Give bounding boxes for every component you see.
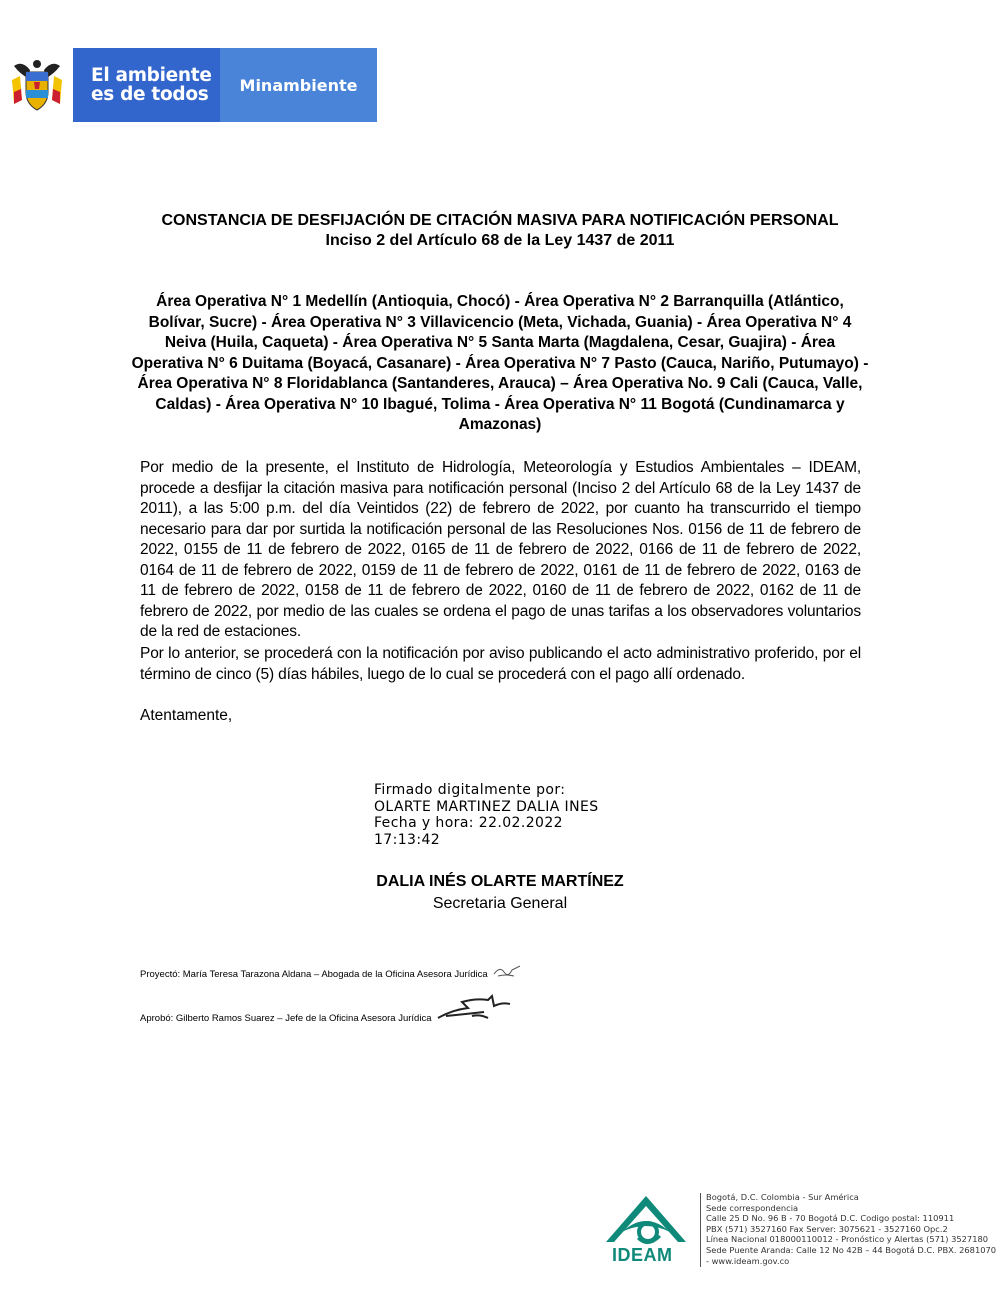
digital-signature-line-4: 17:13:42 bbox=[374, 831, 441, 848]
closing-salutation: Atentamente, bbox=[140, 707, 233, 724]
signer-role: Secretaria General bbox=[432, 895, 568, 912]
title-line-2: Inciso 2 del Artículo 68 de la Ley 1437 de 2011 bbox=[325, 232, 675, 249]
handwritten-signature-icon bbox=[432, 992, 514, 1024]
slogan-line-1: El ambiente bbox=[91, 65, 212, 86]
digital-signature-stamp bbox=[374, 782, 598, 848]
slogan-block bbox=[73, 48, 220, 122]
colombia-coat-of-arms-icon bbox=[0, 48, 73, 122]
ideam-logo-text: IDEAM bbox=[612, 1245, 673, 1265]
header-banner bbox=[0, 48, 377, 122]
digital-signature-line-1: Firmado digitalmente por: bbox=[374, 782, 566, 798]
approved-by: Aprobó: Gilberto Ramos Suarez – Jefe de la Oficina Asesora Jurídica bbox=[140, 1013, 432, 1024]
handwritten-initials-icon bbox=[492, 962, 522, 980]
document-title bbox=[100, 211, 900, 251]
footer-line: PBX (571) 3527160 Fax Server: 3075621 - 3527160 Opc.2 bbox=[706, 1223, 948, 1234]
footer-divider bbox=[700, 1193, 701, 1267]
footer-line: Sede Puente Aranda: Calle 12 No 42B – 44 Bogotá D.C. PBX. 2681070 bbox=[706, 1244, 997, 1255]
footer-line: Calle 25 D No. 96 B - 70 Bogotá D.C. Codigo postal: 110911 bbox=[706, 1213, 955, 1224]
slogan-line-2: es de todos bbox=[91, 84, 209, 105]
operative-areas: Área Operativa N° 1 Medellín (Antioquia, Chocó) - Área Operativa N° 2 Barranquilla (Atlántico, Bolívar, Sucre) - Área Operativa N° 3 Villavicencio (Meta, Vichada, Guania) - Área Operativa N° 4 Neiva (Huila, Caqueta) - Área Operativa N° 5 Santa Marta (Magdalena, Cesar, Guajira) - Área Operativa N° 6 Duitama (Boyacá, Casanare) - Área Operativa N° 7 Pasto (Cauca, Nariño, Putumayo) - Área Operativa N° 8 Floridablanca (Santanderes, Arauca) – Área Operativa No. 9 Cali (Cauca, Valle, Caldas) - Área Operativa N° 10 Ibagué, Tolima - Área Operativa N° 11 Bogotá (Cundinamarca y Amazonas) bbox=[131, 293, 869, 433]
footer-website-link[interactable]: - www.ideam.gov.co bbox=[706, 1255, 790, 1266]
footer-line: Bogotá, D.C. Colombia - Sur América bbox=[706, 1192, 859, 1202]
body-paragraph-2: Por lo anterior, se procederá con la notificación por aviso publicando el acto administrativo proferido, por el término de cinco (5) días hábiles, luego de lo cual se procederá con el pago allí ordenado. bbox=[140, 645, 861, 683]
footer-contact bbox=[706, 1192, 996, 1266]
body-paragraph-1: Por medio de la presente, el Instituto de Hidrología, Meteorología y Estudios Ambientales – IDEAM, procede a desfijar la citación masiva para notificación personal (Inciso 2 del Artículo 68 de la Ley 1437 de 2011), a las 5:00 p.m. del día Veintidos (22) de febrero de 2022, por cuanto ha transcurrido el tiempo necesario para dar por surtida la notificación personal de las Resoluciones Nos. 0156 de 11 de febrero de 2022, 0155 de 11 de febrero de 2022, 0165 de 11 de febrero de 2022, 0166 de 11 de febrero de 2022, 0164 de 11 de febrero de 2022, 0159 de 11 de febrero de 2022, 0161 de 11 de febrero de 2022, 0163 de 11 de febrero de 2022, 0158 de 11 de febrero de 2022, 0160 de 11 de febrero de 2022, 0162 de 11 de febrero de 2022, por medio de las cuales se ordena el pago de unas tarifas a los observadores voluntarios de la red de estaciones. bbox=[140, 459, 861, 640]
minambiente-brand: Minambiente bbox=[220, 48, 377, 122]
projected-by: Proyectó: María Teresa Tarazona Aldana – Abogada de la Oficina Asesora Jurídica bbox=[140, 969, 488, 980]
footer-line: Línea Nacional 018000110012 - Pronóstico y Alertas (571) 3527180 bbox=[706, 1234, 989, 1245]
title-line-1: CONSTANCIA DE DESFIJACIÓN DE CITACIÓN MASIVA PARA NOTIFICACIÓN PERSONAL bbox=[161, 212, 839, 229]
signer-name: DALIA INÉS OLARTE MARTÍNEZ bbox=[376, 873, 624, 890]
digital-signature-line-3: Fecha y hora: 22.02.2022 bbox=[374, 815, 563, 831]
digital-signature-line-2: OLARTE MARTINEZ DALIA INES bbox=[374, 798, 599, 815]
signer-block bbox=[300, 871, 700, 915]
footer-line: Sede correspondencia bbox=[706, 1202, 799, 1213]
